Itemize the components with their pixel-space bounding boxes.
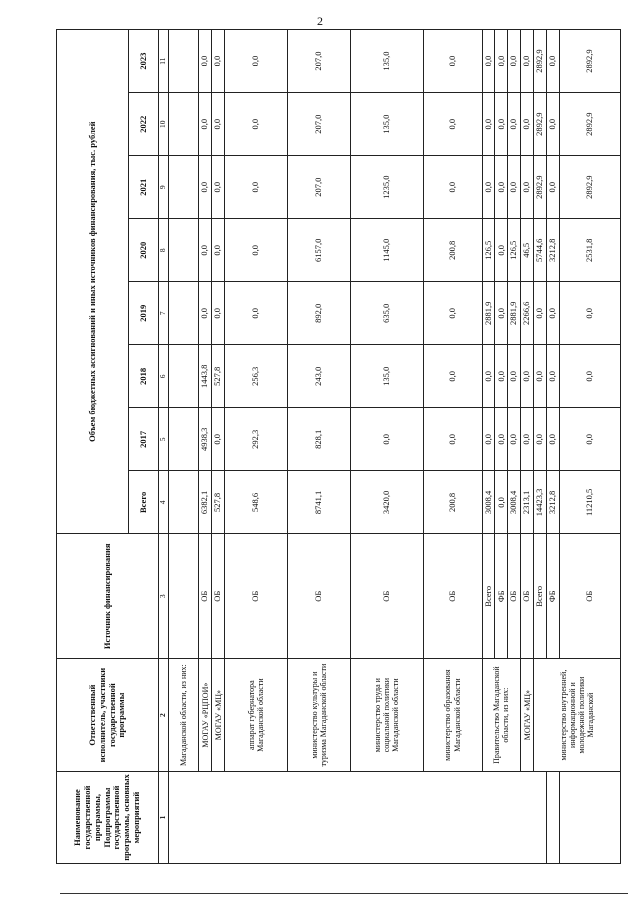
value-cell: 0,0 — [423, 345, 482, 408]
value-cell: 2266,6 — [521, 282, 534, 345]
value-cell: 0,0 — [199, 30, 212, 93]
value-cell: 1235,0 — [350, 156, 423, 219]
value-cell: 0,0 — [199, 219, 212, 282]
value-cell: 0,0 — [482, 93, 495, 156]
value-cell: 635,0 — [350, 282, 423, 345]
value-cell: 0,0 — [225, 93, 288, 156]
value-cell: 2892,9 — [534, 30, 547, 93]
value-cell: 14423,3 — [534, 471, 547, 534]
value-cell: 3212,8 — [547, 219, 560, 282]
value-cell: 0,0 — [547, 30, 560, 93]
value-cell: 828,1 — [288, 408, 351, 471]
col-header-year: 2018 — [129, 345, 159, 408]
value-cell: 0,0 — [547, 408, 560, 471]
column-number: 4 — [159, 471, 169, 534]
value-cell: 0,0 — [508, 156, 521, 219]
column-number: 5 — [159, 408, 169, 471]
table-row — [521, 30, 534, 864]
value-cell: 0,0 — [350, 408, 423, 471]
table-row — [212, 30, 225, 864]
source-cell: ОБ — [508, 534, 521, 659]
value-cell: 0,0 — [199, 93, 212, 156]
value-cell: 0,0 — [225, 282, 288, 345]
value-cell: 548,6 — [225, 471, 288, 534]
executor-cell: МОГАУ «МЦ» — [521, 659, 534, 772]
source-cell: ОБ — [288, 534, 351, 659]
value-cell: 8741,1 — [288, 471, 351, 534]
value-cell: 0,0 — [423, 408, 482, 471]
value-cell: 0,0 — [521, 345, 534, 408]
value-cell: 0,0 — [423, 30, 482, 93]
value-cell: 256,3 — [225, 345, 288, 408]
column-number: 8 — [159, 219, 169, 282]
value-cell: 135,0 — [350, 30, 423, 93]
value-cell: 0,0 — [508, 345, 521, 408]
table-row — [482, 30, 495, 864]
value-cell: 0,0 — [508, 408, 521, 471]
col-header-year: 2020 — [129, 219, 159, 282]
source-cell: Всего — [482, 534, 495, 659]
col-header-total: Всего — [129, 471, 159, 534]
executor-cell: МОГАУ «РЦПОИ» — [199, 659, 212, 772]
value-cell: 0,0 — [482, 156, 495, 219]
value-cell: 207,0 — [288, 93, 351, 156]
source-cell: ОБ — [212, 534, 225, 659]
col-header-volume: Объем бюджетных ассигнований и иных источников финансирования, тыс. рублей — [57, 30, 129, 534]
col-header-source: Источник финансирования — [57, 534, 159, 659]
value-cell: 2881,9 — [508, 282, 521, 345]
bottom-rule — [60, 893, 628, 894]
value-cell: 0,0 — [521, 156, 534, 219]
value-cell: 2892,9 — [534, 93, 547, 156]
column-number: 10 — [159, 93, 169, 156]
col-header-year: 2019 — [129, 282, 159, 345]
value-cell: 0,0 — [521, 93, 534, 156]
source-cell: Всего — [534, 534, 547, 659]
value-cell — [169, 219, 199, 282]
source-cell: ФБ — [547, 534, 560, 659]
col-header-program: Наименование государственной программы, Подпрограммы государственной программы, основных мероприятий — [57, 772, 159, 864]
value-cell: 200,8 — [423, 219, 482, 282]
value-cell: 0,0 — [521, 408, 534, 471]
value-cell — [169, 345, 199, 408]
column-number: 7 — [159, 282, 169, 345]
value-cell: 0,0 — [423, 282, 482, 345]
value-cell: 0,0 — [495, 282, 508, 345]
value-cell: 0,0 — [560, 282, 621, 345]
value-cell: 0,0 — [495, 345, 508, 408]
value-cell: 0,0 — [225, 219, 288, 282]
value-cell: 6157,0 — [288, 219, 351, 282]
value-cell: 0,0 — [547, 156, 560, 219]
value-cell: 207,0 — [288, 30, 351, 93]
value-cell: 0,0 — [547, 345, 560, 408]
value-cell: 527,8 — [212, 345, 225, 408]
value-cell — [169, 282, 199, 345]
value-cell: 0,0 — [212, 219, 225, 282]
value-cell: 0,0 — [495, 93, 508, 156]
value-cell — [169, 156, 199, 219]
value-cell: 2892,9 — [534, 156, 547, 219]
executor-cell: министерство образования Магаданской области — [423, 659, 482, 772]
value-cell: 4938,3 — [199, 408, 212, 471]
value-cell: 2531,8 — [560, 219, 621, 282]
value-cell: 126,5 — [482, 219, 495, 282]
source-cell: ОБ — [521, 534, 534, 659]
value-cell: 0,0 — [212, 408, 225, 471]
source-cell: ОБ — [423, 534, 482, 659]
value-cell: 0,0 — [199, 282, 212, 345]
value-cell: 243,0 — [288, 345, 351, 408]
executor-cell: Магаданской области, из них: — [169, 659, 199, 772]
value-cell: 3420,0 — [350, 471, 423, 534]
value-cell: 2892,9 — [560, 156, 621, 219]
value-cell: 0,0 — [212, 93, 225, 156]
value-cell: 3008,4 — [508, 471, 521, 534]
value-cell — [169, 471, 199, 534]
source-cell — [169, 534, 199, 659]
value-cell: 2881,9 — [482, 282, 495, 345]
value-cell — [169, 408, 199, 471]
value-cell: 0,0 — [534, 345, 547, 408]
value-cell: 0,0 — [495, 219, 508, 282]
value-cell: 6382,1 — [199, 471, 212, 534]
executor-cell: министерство труда и социальной политики Магаданской области — [350, 659, 423, 772]
value-cell: 46,5 — [521, 219, 534, 282]
program-cell — [169, 772, 547, 864]
col-header-year: 2017 — [129, 408, 159, 471]
table-row — [423, 30, 482, 864]
value-cell: 0,0 — [495, 156, 508, 219]
value-cell — [169, 30, 199, 93]
value-cell: 3008,4 — [482, 471, 495, 534]
value-cell — [169, 93, 199, 156]
value-cell: 5744,6 — [534, 219, 547, 282]
value-cell: 892,0 — [288, 282, 351, 345]
value-cell: 126,5 — [508, 219, 521, 282]
col-header-year: 2021 — [129, 156, 159, 219]
value-cell: 200,8 — [423, 471, 482, 534]
value-cell: 0,0 — [482, 408, 495, 471]
executor-cell: аппарат губернатора Магаданской области — [225, 659, 288, 772]
value-cell: 0,0 — [225, 30, 288, 93]
program-cell — [547, 772, 560, 864]
value-cell: 0,0 — [482, 30, 495, 93]
source-cell: ОБ — [225, 534, 288, 659]
table-row — [225, 30, 288, 864]
value-cell: 2892,9 — [560, 93, 621, 156]
value-cell: 0,0 — [495, 471, 508, 534]
value-cell: 0,0 — [423, 93, 482, 156]
col-header-executor: Ответственный исполнитель, участники государственной программы — [57, 659, 159, 772]
executor-cell: МОГАУ «МЦ» — [212, 659, 225, 772]
value-cell: 0,0 — [508, 30, 521, 93]
col-header-year: 2023 — [129, 30, 159, 93]
program-cell — [560, 772, 621, 864]
value-cell: 0,0 — [560, 345, 621, 408]
column-number: 3 — [159, 534, 169, 659]
value-cell: 0,0 — [423, 156, 482, 219]
table-row — [350, 30, 423, 864]
source-cell: ОБ — [199, 534, 212, 659]
executor-cell: министерство культуры и туризма Магаданской области — [288, 659, 351, 772]
value-cell: 0,0 — [547, 282, 560, 345]
value-cell: 0,0 — [508, 93, 521, 156]
column-number: 11 — [159, 30, 169, 93]
rotated-table-container — [56, 29, 621, 864]
executor-cell: Правительство Магаданской области, из них: — [482, 659, 521, 772]
budget-allocation-table — [56, 29, 621, 864]
value-cell: 0,0 — [212, 282, 225, 345]
value-cell: 11210,5 — [560, 471, 621, 534]
value-cell: 0,0 — [534, 282, 547, 345]
column-number: 6 — [159, 345, 169, 408]
column-number: 2 — [159, 659, 169, 772]
value-cell: 0,0 — [212, 30, 225, 93]
column-number: 9 — [159, 156, 169, 219]
value-cell: 1443,8 — [199, 345, 212, 408]
value-cell: 207,0 — [288, 156, 351, 219]
col-header-year: 2022 — [129, 93, 159, 156]
value-cell: 3212,8 — [547, 471, 560, 534]
value-cell: 0,0 — [482, 345, 495, 408]
page-number: 2 — [317, 14, 323, 28]
value-cell: 0,0 — [212, 156, 225, 219]
value-cell: 0,0 — [547, 93, 560, 156]
executor-cell: министерство внутренней, информационной и молодежной политики Магаданской — [534, 659, 621, 772]
table-row — [288, 30, 351, 864]
value-cell: 0,0 — [199, 156, 212, 219]
table-row — [534, 30, 547, 864]
value-cell: 1145,0 — [350, 219, 423, 282]
source-cell: ФБ — [495, 534, 508, 659]
value-cell: 135,0 — [350, 345, 423, 408]
value-cell: 527,8 — [212, 471, 225, 534]
value-cell: 0,0 — [560, 408, 621, 471]
value-cell: 2892,9 — [560, 30, 621, 93]
value-cell: 0,0 — [495, 408, 508, 471]
table-row — [169, 30, 199, 864]
value-cell: 292,3 — [225, 408, 288, 471]
value-cell: 2313,1 — [521, 471, 534, 534]
value-cell: 0,0 — [534, 408, 547, 471]
value-cell: 0,0 — [521, 30, 534, 93]
source-cell: ОБ — [560, 534, 621, 659]
value-cell: 0,0 — [225, 156, 288, 219]
value-cell: 135,0 — [350, 93, 423, 156]
table-row — [199, 30, 212, 864]
source-cell: ОБ — [350, 534, 423, 659]
value-cell: 0,0 — [495, 30, 508, 93]
column-number: 1 — [159, 772, 169, 864]
